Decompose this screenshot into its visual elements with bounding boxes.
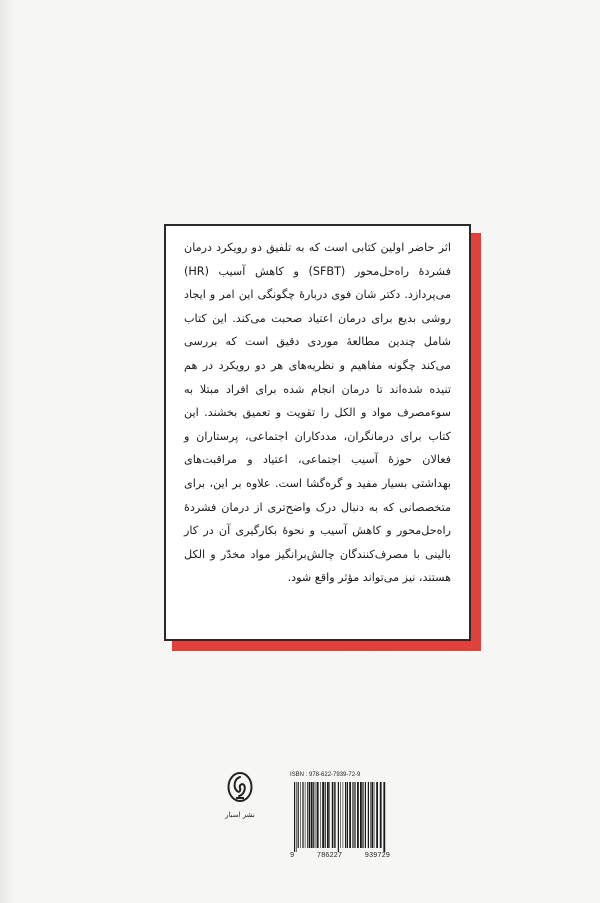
barcode-bar: [343, 782, 344, 848]
barcode-bar: [305, 782, 306, 848]
barcode-digit-group: 9: [290, 852, 295, 860]
barcode-bar: [371, 782, 373, 848]
barcode-bar: [327, 782, 329, 848]
barcode-bar: [362, 782, 363, 848]
barcode-icon: [290, 782, 390, 852]
barcode-bar: [298, 782, 299, 848]
barcode-bar: [294, 782, 295, 852]
barcode-bar: [347, 782, 348, 848]
publisher-name: نشر اسبار: [225, 811, 255, 819]
barcode-bar: [311, 782, 313, 848]
barcode-bar: [307, 782, 308, 848]
publisher-block: [218, 771, 262, 819]
barcode-bar: [345, 782, 346, 848]
barcode-bar: [320, 782, 321, 848]
barcode-bar: [374, 782, 375, 848]
barcode-bar: [329, 782, 330, 848]
barcode-digit-group: 939729: [364, 852, 390, 860]
barcode-bar: [353, 782, 354, 848]
barcode-bar: [355, 782, 356, 848]
barcode-bar: [325, 782, 326, 848]
isbn-block: [290, 772, 390, 868]
isbn-label: ISBN : 978-622-7939-72-9: [290, 772, 361, 778]
barcode-bar: [296, 782, 297, 852]
barcode-digit-group: 786227: [316, 852, 343, 860]
barcode-digits: [290, 852, 390, 860]
barcode-bar: [357, 782, 359, 848]
blurb-box: [164, 224, 471, 641]
barcode-bar: [370, 782, 371, 848]
barcode-bar: [332, 782, 333, 848]
barcode-bar: [302, 782, 303, 848]
barcode-bar: [368, 782, 369, 848]
barcode-bar: [317, 782, 319, 848]
barcode-bar: [380, 782, 382, 848]
publisher-logo-icon: [227, 771, 253, 809]
barcode-bar: [334, 782, 335, 848]
barcode-bar: [360, 782, 362, 848]
barcode-bar: [316, 782, 317, 848]
barcode-bar: [322, 782, 324, 848]
barcode-bar: [365, 782, 366, 848]
barcode-bar: [349, 782, 351, 848]
barcode-bar: [338, 782, 339, 852]
barcode-bar: [383, 782, 385, 852]
blurb-text: اثر حاضر اولین کتابی است که به تلفیق دو رویکرد درمان فشردهٔ راه‌حل‌محور (SFBT) و کاهش آسیب (HR) می‌پردازد. دکتر شان فوی دربارهٔ چگونگی این امر و ایجاد روشی بدیع برای درمان اعتیاد صحبت می‌کند. این کتاب شامل چندین مطالعهٔ موردی دقیق است که بررسی می‌کند چگونه مفاهیم و نظریه‌های هر دو رویکرد در هم تنیده شده‌اند تا درمان انجام شده برای افراد مبتلا به سوءمصرف مواد و الکل را تقویت و تعمیق بخشند. این کتاب برای درمانگران، مددکاران اجتماعی، پرستاران و فعالان حوزهٔ آسیب اجتماعی، اعتیاد و مراقبت‌های بهداشتی بسیار مفید و گره‌گشا است. علاوه بر این، برای متخصصانی که به دنبال درک واضح‌تری از درمان فشردهٔ راه‌حل‌محور و کاهش آسیب و نحوهٔ بکارگیری آن در کار بالینی با مصرف‌کنندگان چالش‌برانگیز مواد مخدّر و الکل هستند، نیز می‌تواند مؤثر واقع شود.: [184, 241, 451, 585]
barcode-bar: [300, 782, 301, 848]
barcode-bar: [335, 782, 336, 848]
barcode-bar: [340, 782, 341, 848]
barcode-bar: [352, 782, 353, 848]
barcode-bar: [309, 782, 310, 848]
barcode-bar: [313, 782, 314, 848]
barcode-bar: [376, 782, 378, 848]
